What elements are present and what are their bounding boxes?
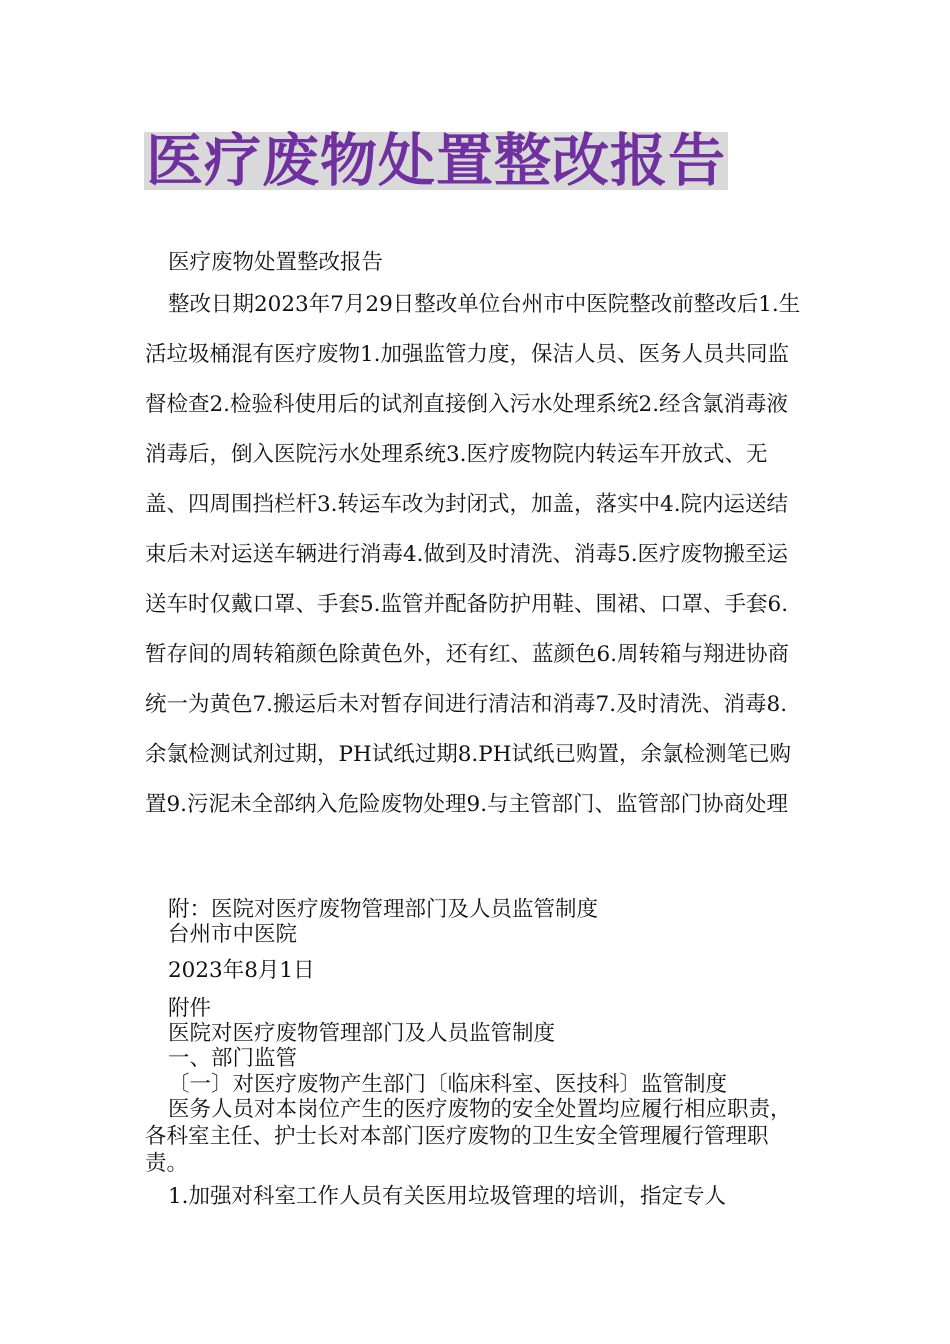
subsection-heading: 〔一〕对医疗废物产生部门〔临床科室、医技科〕监管制度 <box>168 1072 728 1097</box>
appendix-label: 附件 <box>168 996 212 1021</box>
attachment-note: 附：医院对医疗废物管理部门及人员监管制度 <box>168 897 599 922</box>
organization-name: 台州市中医院 <box>168 922 298 947</box>
appendix-title: 医院对医疗废物管理部门及人员监管制度 <box>168 1021 556 1046</box>
list-item: 1.加强对科室工作人员有关医用垃圾管理的培训，指定专人 <box>168 1184 727 1209</box>
main-paragraph: 整改日期2023年7月29日整改单位台州市中医院整改前整改后1.生活垃圾桶混有医疗废物1.加强监管力度，保洁人员、医务人员共同监督检查2.检验科使用后的试剂直接倒入污水处理系统2.经含氯消毒液消毒后，倒入医院污水处理系统3.医疗废物院内转运车开放式、无盖、四周围挡栏杆3.转运车改为封闭式，加盖，落实中4.院内运送结束后未对运送车辆进行消毒4.做到及时清洗、消毒5.医疗废物搬至运送车时仅戴口罩、手套5.监管并配备防护用鞋、围裙、口罩、手套6.暂存间的周转箱颜色除黄色外，还有红、蓝颜色6.周转箱与翔进协商统一为黄色7.搬运后未对暂存间进行清洁和消毒7.及时清洗、消毒8.余氯检测试剂过期，PH试纸过期8.PH试纸已购置，余氯检测笔已购置9.污泥未全部纳入危险废物处理9.与主管部门、监管部门协商处理 <box>145 292 801 817</box>
title-highlight <box>144 128 728 194</box>
document-title: 医疗废物处置整改报告 <box>146 128 726 194</box>
document-subtitle: 医疗废物处置整改报告 <box>168 250 384 275</box>
report-date: 2023年8月1日 <box>168 958 315 983</box>
section-heading: 一、部门监管 <box>168 1046 298 1071</box>
duty-paragraph: 医务人员对本岗位产生的医疗废物的安全处置均应履行相应职责，各科室主任、护士长对本部门医疗废物的卫生安全管理履行管理职责。 <box>145 1097 792 1176</box>
